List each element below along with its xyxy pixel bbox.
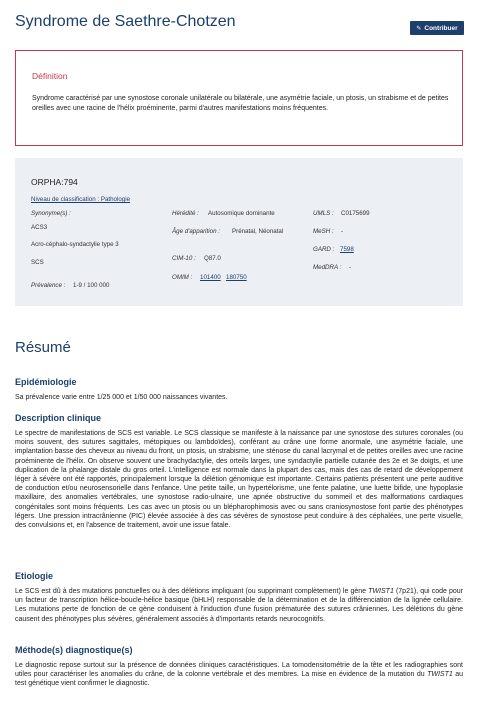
definition-text: Syndrome caractérisé par une synostose coronale unilatérale ou bilatérale, une asymétrie faciale, un ptosis, un strabisme et de petites oreilles avec une racine de l'hélix proéminente, parmi d'autres manifestations moins fréquentes. [32, 95, 449, 112]
cim10-label: CIM-10 : [172, 255, 196, 262]
etiology-text-start: Le SCS est dû à des mutations ponctuelles ou à des délétions impliquant (ou supprimant complètement) le gène [15, 588, 369, 595]
synonym-item: SCS [31, 259, 44, 266]
synonym-item: ACS3 [31, 224, 48, 231]
disease-info-panel [15, 158, 463, 306]
etiology-text-end: (7p21), qui code pour un facteur de transcription hélice-boucle-hélice basique (bHLH) responsable de la détermination et de la différenciation de la lignée cellulaire. Les mutations perte de fonction de ce gène conduisent à l'induction d'une fusion prématurée des sutures crâniennes. Les délétions du gène causent des phénotypes plus sévères, généralement associés à d'importants retards neurocognitifs. [15, 588, 463, 623]
prevalence-value: 1-9 / 100 000 [73, 282, 110, 289]
heredity-label: Hérédité : [172, 210, 199, 217]
omim-link[interactable]: 180750 [226, 274, 247, 281]
section-text-epidemiology: Sa prévalence varie entre 1/25 000 et 1/50 000 naissances vivantes. [15, 394, 228, 401]
summary-title: Résumé [15, 339, 71, 356]
onset-value: Prénatal, Néonatal [232, 228, 284, 235]
classification-link[interactable]: Niveau de classification : Pathologie [31, 196, 131, 203]
orpha-code: ORPHA:794 [31, 177, 78, 187]
section-heading-clinical: Description clinique [15, 413, 102, 423]
cim10-value: Q87.0 [204, 255, 221, 262]
contribute-button[interactable] [410, 21, 464, 35]
umls-value: C0175699 [341, 210, 370, 217]
meddra-value: - [349, 264, 352, 271]
diagnosis-text-start: Le diagnostic repose surtout sur la présence de données cliniques caractéristiques. La tomodensitométrie de la tête et les radiographies sont utiles pour caractériser les anomalies du crâne, de la colonne vertébrale et des membres. La mise en évidence de la mutation du [15, 662, 463, 679]
onset-label: Âge d'apparition : [172, 228, 220, 235]
gard-label: GARD : [313, 246, 335, 253]
page-title: Syndrome de Saethre-Chotzen [15, 13, 236, 30]
synonyms-label: Synonyme(s) : [31, 210, 71, 217]
synonym-item: Acro-céphalo-syndactylie type 3 [31, 241, 119, 248]
gard-link[interactable]: 7598 [340, 246, 354, 253]
gene-name: TWIST1 [368, 588, 394, 595]
heredity-value: Autosomique dominante [208, 210, 275, 217]
gene-name: TWIST1 [427, 671, 453, 679]
mesh-label: MeSH : [313, 228, 334, 235]
mesh-value: - [341, 228, 344, 235]
section-heading-epidemiology: Epidémiologie [15, 377, 77, 387]
section-text-clinical: Le spectre de manifestations de SCS est variable. Le SCS classique se manifeste à la naissance par une synostose des sutures coronales (ou moins souvent, des sutures sagittales, métopiques ou lambdoïdes), conférant au crâne une forme anormale, une asymétrie faciale, une implantation basse des cheveux au niveau du front, un ptosis, un strabisme, une sténose du canal lacrymal et de petites oreilles avec une racine proéminente de l'hélix. On observe souvent une brachydactylie, des orteils larges, une syndactylie partielle cutanée des 2e et 3e doigts, et une duplication de la phalange distale du gros orteil. L'intelligence est normale dans la plupart des cas, mais des cas de retard de développement léger à sévère ont été rapportés, principalement lorsque la délétion génomique est importante. Certains patients présentent une perte auditive de conduction et/ou neurosensorielle dans l'enfance. Une petite taille, un hypertélorisme, une fente palatine, une luette bifide, une hypoplasie maxillaire, des anomalies vertébrales, une synostose radio-ulnaire, une apnée obstructive du sommeil et des malformations cardiaques congénitales sont moins fréquents. Les cas avec un ptosis ou un blépharophimosis avec ou sans craniosynostose font partie des phénotypes légers. Une pression intracrânienne (PIC) élevée associée à des cas sévères de synostose peut conduire à des céphalées, une perte visuelle, des convulsions et, en l'absence de traitement, avoir une issue fatale. [15, 430, 463, 530]
prevalence-label: Prévalence : [31, 282, 66, 289]
contribute-label: Contribuer [424, 24, 458, 32]
definition-title: Définition [32, 71, 68, 81]
section-heading-diagnosis: Méthode(s) diagnostique(s) [15, 645, 133, 655]
section-text-diagnosis [15, 661, 463, 689]
omim-link[interactable]: 101400 [200, 274, 221, 281]
meddra-label: MedDRA : [313, 264, 342, 271]
section-heading-etiology: Etiologie [15, 571, 53, 581]
diagnosis-text-end: au test génétique vient confirmer le diagnostic. [15, 671, 463, 688]
pencil-icon: ✎ [416, 25, 422, 32]
omim-label: OMIM : [172, 274, 193, 281]
umls-label: UMLS : [313, 210, 334, 217]
definition-box [15, 50, 463, 146]
section-text-etiology [15, 587, 463, 624]
